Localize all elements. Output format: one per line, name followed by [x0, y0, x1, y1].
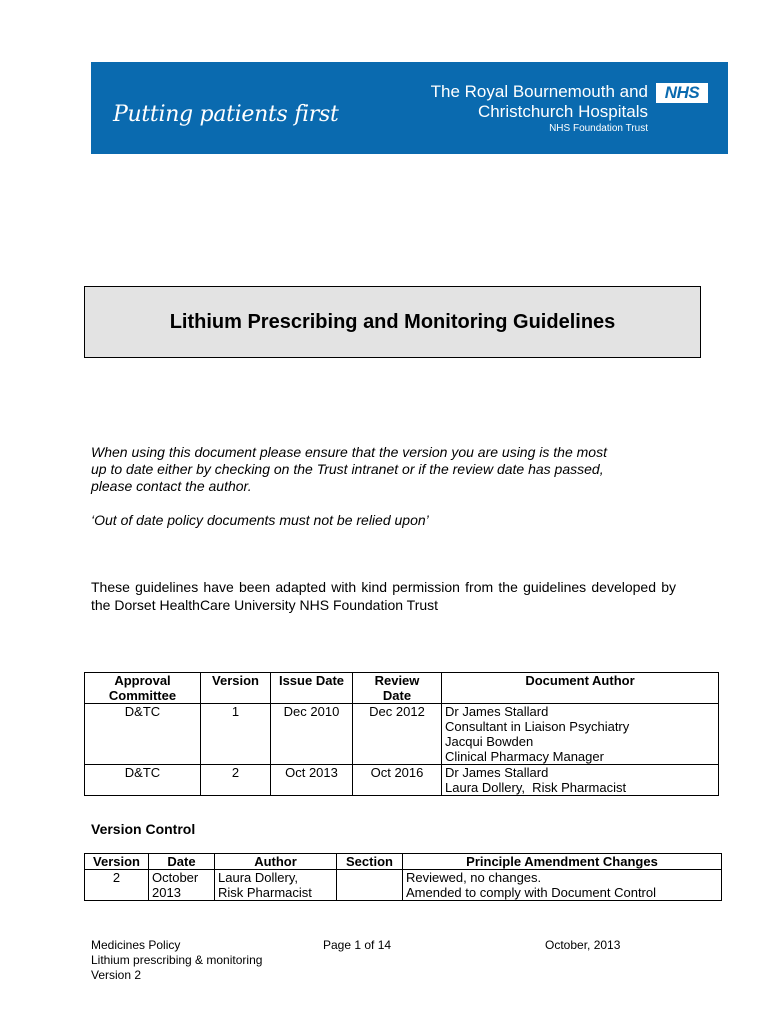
nhs-logo: NHS [656, 83, 708, 103]
header-review-date [353, 673, 442, 704]
date-cell [149, 870, 215, 901]
notice-line1: When using this document please ensure that the version you are using is the most [91, 444, 607, 460]
header-document-author: Document Author [442, 673, 719, 704]
footer-policy: Medicines Policy [91, 938, 181, 952]
author-line: Risk Pharmacist [218, 885, 312, 900]
footer-subject: Lithium prescribing & monitoring [91, 953, 263, 967]
out-of-date-warning: ‘Out of date policy documents must not be relied upon’ [91, 512, 429, 528]
version-control-heading: Version Control [91, 821, 196, 837]
committee-cell: D&TC [85, 765, 201, 796]
version-notice [91, 444, 691, 495]
section-cell [337, 870, 403, 901]
committee-cell: D&TC [85, 704, 201, 765]
author-line: Consultant in Liaison Psychiatry [445, 719, 630, 734]
version-cell: 1 [201, 704, 271, 765]
footer-version: Version 2 [91, 968, 142, 982]
author-line: Clinical Pharmacy Manager [445, 749, 604, 764]
trust-name [431, 82, 648, 136]
review-date-cell: Oct 2016 [353, 765, 442, 796]
author-cell [442, 765, 719, 796]
document-title: Lithium Prescribing and Monitoring Guidelines [169, 310, 616, 333]
approval-table [84, 672, 719, 796]
footer-left [91, 938, 262, 983]
footer-date: October, 2013 [545, 938, 621, 952]
review-date-cell: Dec 2012 [353, 704, 442, 765]
header-section: Section [337, 854, 403, 870]
table-row [85, 704, 719, 765]
issue-date-cell: Oct 2013 [271, 765, 353, 796]
header-banner [91, 62, 728, 154]
header-approval-committee [85, 673, 201, 704]
date-line: October [152, 870, 199, 885]
author-line: Dr James Stallard [445, 765, 549, 780]
title-box [84, 286, 701, 358]
header-committee: Committee [108, 688, 177, 703]
adapted-statement: These guidelines have been adapted with kind permission from the guidelines developed by the Dorset HealthCare University NHS Foundation Trust [91, 579, 676, 613]
approval-table-header [85, 673, 719, 704]
header-version: Version [85, 854, 149, 870]
version-cell: 2 [85, 870, 149, 901]
version-control-header [85, 854, 722, 870]
version-cell: 2 [201, 765, 271, 796]
header-date: Date [149, 854, 215, 870]
header-changes: Principle Amendment Changes [403, 854, 722, 870]
author-line: Dr James Stallard [445, 704, 549, 719]
table-row [85, 765, 719, 796]
issue-date-cell: Dec 2010 [271, 704, 353, 765]
date-line: 2013 [152, 885, 181, 900]
notice-line2: up to date either by checking on the Trust intranet or if the review date has passed, [91, 461, 604, 477]
author-cell [442, 704, 719, 765]
author-line: Laura Dollery, Risk Pharmacist [445, 780, 627, 795]
tagline: Putting patients first [113, 102, 339, 127]
author-line: Jacqui Bowden [445, 734, 534, 749]
header-date: Date [382, 688, 412, 703]
header-review: Review [374, 673, 420, 688]
change-line: Reviewed, no changes. [406, 870, 542, 885]
trust-name-line2: Christchurch Hospitals [477, 102, 648, 121]
header-issue-date: Issue Date [271, 673, 353, 704]
version-control-table [84, 853, 722, 901]
notice-line3: please contact the author. [91, 478, 252, 494]
author-line: Laura Dollery, [218, 870, 298, 885]
author-cell [215, 870, 337, 901]
changes-cell [403, 870, 722, 901]
trust-name-line1: The Royal Bournemouth and [430, 82, 648, 101]
header-author: Author [215, 854, 337, 870]
header-approval: Approval [114, 673, 171, 688]
change-line: Amended to comply with Document Control [406, 885, 657, 900]
trust-name-line3: NHS Foundation Trust [549, 123, 648, 134]
header-version: Version [201, 673, 271, 704]
table-row [85, 870, 722, 901]
footer-page-number: Page 1 of 14 [323, 938, 392, 952]
